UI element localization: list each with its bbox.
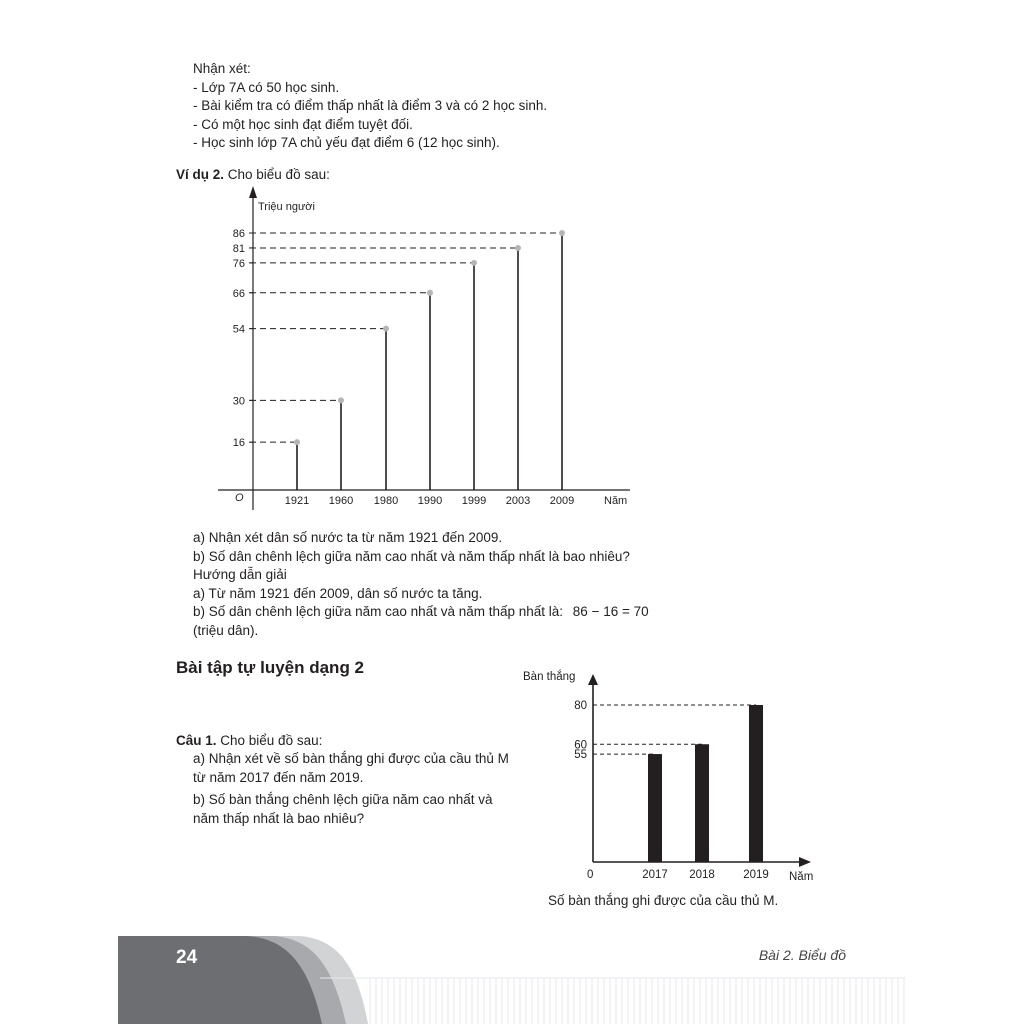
y-tick-label: 66	[232, 287, 245, 300]
x-axis-arrow	[799, 857, 811, 867]
value-dot	[559, 230, 565, 236]
question-b: b) Số dân chênh lệch giữa năm cao nhất và năm thấp nhất là bao nhiêu?	[193, 548, 630, 564]
y-tick-label: 86	[232, 228, 245, 240]
question-a: a) Nhận xét dân số nước ta từ năm 1921 đến 2009.	[193, 530, 503, 545]
section-title: Bài tập tự luyện dạng 2	[176, 658, 365, 677]
answer-b-expression: 86 − 16 = 70	[572, 604, 649, 619]
remark-item: - Học sinh lớp 7A chủ yếu đạt điểm 6 (12 học sinh).	[193, 135, 500, 150]
x-tick-label: 2019	[743, 869, 769, 881]
bar	[749, 705, 763, 862]
x-tick-label: 2009	[549, 495, 575, 507]
value-dot	[294, 439, 300, 445]
x-tick-label: 1999	[461, 495, 487, 507]
example2-questions	[193, 529, 649, 640]
page-footer	[0, 930, 1024, 1024]
cau1-question-b-line2: năm thấp nhất là bao nhiêu?	[193, 810, 365, 826]
origin-label: 0	[587, 869, 594, 881]
value-dot	[338, 397, 344, 403]
y-axis-arrow	[588, 674, 598, 685]
footer-band	[0, 930, 1024, 1024]
x-tick-label: 1990	[417, 495, 443, 507]
value-dot	[471, 260, 477, 266]
remark-item: - Có một học sinh đạt điểm tuyệt đối.	[193, 116, 413, 132]
cau1-label: Câu 1.	[176, 733, 217, 748]
y-axis-label: Bàn thắng	[523, 671, 576, 683]
bar	[695, 744, 709, 862]
answer-b	[193, 603, 649, 622]
value-dot	[515, 245, 521, 251]
origin-label: O	[235, 492, 244, 504]
value-dot	[383, 326, 389, 332]
cau1-heading	[176, 732, 322, 751]
answer-b-unit: (triệu dân).	[193, 622, 259, 638]
population-chart	[200, 180, 660, 520]
y-tick-label: 60	[574, 739, 587, 752]
x-tick-label: 1980	[373, 495, 399, 507]
example2-text: Cho biểu đồ sau:	[224, 167, 330, 182]
cau1-questions	[193, 750, 509, 828]
x-axis-label: Năm	[604, 495, 628, 507]
remarks-title: Nhận xét:	[193, 61, 251, 76]
y-tick-label: 76	[232, 257, 245, 270]
x-tick-label: 2003	[505, 495, 531, 507]
cau1-question-a-line2: từ năm 2017 đến năm 2019.	[193, 769, 364, 785]
x-axis-label: Năm	[789, 871, 814, 883]
y-tick-label: 55	[574, 749, 587, 762]
x-tick-label: 1960	[328, 495, 354, 507]
footer-title: Bài 2. Biểu đồ	[758, 947, 846, 963]
cau1-question-b-line1: b) Số bàn thắng chênh lệch giữa năm cao nhất và	[193, 792, 493, 807]
y-axis-arrow	[249, 186, 257, 198]
answer-b-text: b) Số dân chênh lệch giữa năm cao nhất và năm thấp nhất là:	[193, 604, 564, 619]
remark-item: - Lớp 7A có 50 học sinh.	[193, 79, 340, 95]
y-tick-label: 16	[232, 437, 245, 450]
y-tick-label: 80	[574, 700, 587, 712]
page-number: 24	[176, 947, 198, 968]
y-tick-label: 54	[232, 323, 245, 336]
bar	[648, 754, 662, 862]
x-tick-label: 2017	[642, 869, 668, 881]
y-axis-label: Triệu người	[258, 201, 315, 213]
x-tick-label: 1921	[284, 495, 310, 507]
answer-a: a) Từ năm 1921 đến 2009, dân số nước ta tăng.	[193, 585, 483, 601]
remark-item: - Bài kiểm tra có điểm thấp nhất là điểm 3 và có 2 học sinh.	[193, 98, 548, 113]
remarks-block	[193, 60, 547, 153]
y-tick-label: 30	[232, 395, 245, 408]
goals-chart-caption: Số bàn thắng ghi được của cầu thủ M.	[548, 893, 779, 908]
y-tick-label: 81	[232, 242, 245, 255]
value-dot	[427, 290, 433, 296]
cau1-text: Cho biểu đồ sau:	[216, 733, 323, 748]
cau1-question-a-line1: a) Nhận xét về số bàn thắng ghi được của cầu thủ M	[193, 751, 509, 766]
example2-label: Ví dụ 2.	[176, 167, 225, 182]
guide-title: Hướng dẫn giải	[193, 567, 287, 582]
x-tick-label: 2018	[689, 869, 715, 881]
goals-chart	[515, 665, 825, 890]
